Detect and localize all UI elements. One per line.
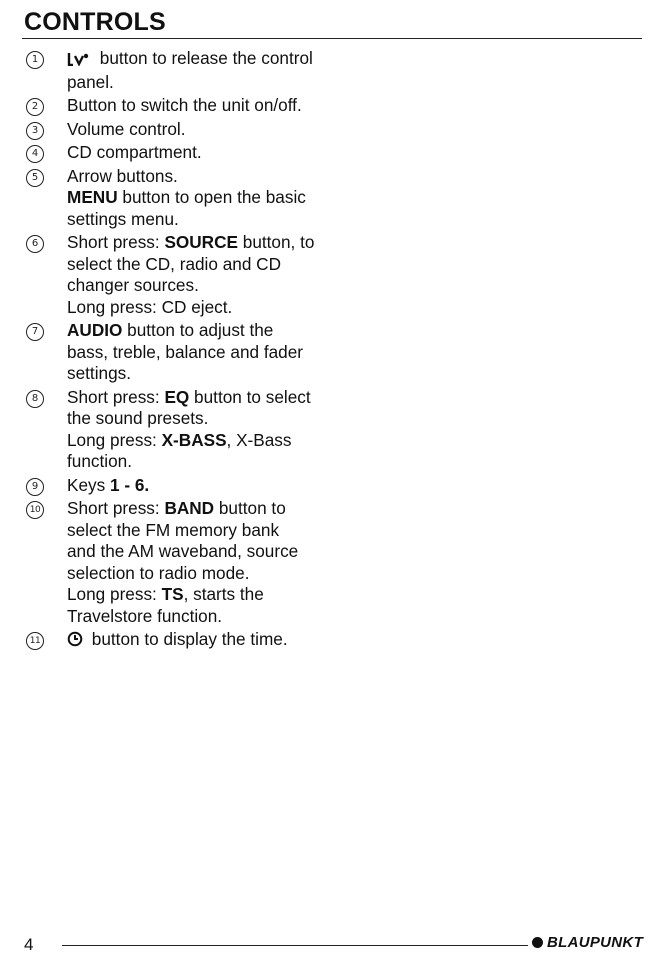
item-number-badge: 6 xyxy=(26,235,44,253)
list-item xyxy=(22,95,342,117)
bold-term: X-BASS xyxy=(161,429,227,450)
item-text-line xyxy=(67,408,342,430)
text-segment: , X-Bass xyxy=(226,429,292,450)
text-segment: CD compartment. xyxy=(67,142,202,162)
text-segment: button, to xyxy=(237,232,315,252)
text-segment: Arrow buttons. xyxy=(67,165,178,186)
list-item xyxy=(22,320,342,385)
bold-term: AUDIO xyxy=(67,320,123,340)
list-item xyxy=(22,498,342,627)
controls-list xyxy=(22,48,342,653)
item-number-badge: 2 xyxy=(26,98,44,116)
text-segment: function. xyxy=(67,451,132,471)
text-segment: button to xyxy=(214,498,286,518)
text-segment: and the AM waveband, source xyxy=(67,541,299,561)
page-title: CONTROLS xyxy=(24,8,166,36)
text-segment: Short press: xyxy=(67,232,165,252)
list-item xyxy=(22,142,342,164)
page-number: 4 xyxy=(24,935,34,954)
item-text-line xyxy=(67,232,342,254)
brand-logo xyxy=(532,934,643,951)
item-text-line xyxy=(67,541,342,563)
item-text-line xyxy=(67,48,342,72)
bold-term: BAND xyxy=(164,498,215,518)
text-segment: button to open the basic xyxy=(117,187,306,207)
item-number-badge: 10 xyxy=(26,501,44,519)
text-segment: selection to radio mode. xyxy=(67,562,250,583)
item-number-badge: 11 xyxy=(26,632,44,650)
item-number-badge: 8 xyxy=(26,390,44,408)
item-text-line xyxy=(67,475,342,497)
item-text-line xyxy=(67,187,342,209)
item-text-line xyxy=(67,209,342,231)
item-text-line xyxy=(67,119,342,141)
item-text-line xyxy=(67,254,342,276)
item-text-line xyxy=(67,342,342,364)
brand-dot-icon xyxy=(532,937,543,948)
bold-term: TS xyxy=(161,584,184,604)
text-segment: Long press: xyxy=(67,584,162,604)
text-segment: Short press: xyxy=(67,498,165,518)
text-segment: button to display the time. xyxy=(87,629,288,649)
item-text-line xyxy=(67,297,342,319)
list-item xyxy=(22,166,342,231)
item-text-line xyxy=(67,166,342,188)
item-text-line xyxy=(67,320,342,342)
text-segment: changer sources. xyxy=(67,275,199,295)
item-text-line xyxy=(67,142,342,164)
list-item xyxy=(22,48,342,93)
item-number-badge: 4 xyxy=(26,145,44,163)
text-segment: select the FM memory bank xyxy=(67,519,280,540)
bold-term: SOURCE xyxy=(164,232,238,252)
footer-divider xyxy=(62,945,528,946)
item-text-line xyxy=(67,363,342,385)
item-number-badge: 7 xyxy=(26,323,44,341)
item-number-badge: 3 xyxy=(26,122,44,140)
text-segment: Short press: xyxy=(67,386,165,407)
text-segment: Button to switch the unit on/off. xyxy=(67,95,302,115)
item-number-badge: 9 xyxy=(26,478,44,496)
list-item xyxy=(22,387,342,473)
text-segment: settings menu. xyxy=(67,208,179,229)
text-segment: button to select xyxy=(189,386,311,407)
item-text-line xyxy=(67,95,342,117)
brand-name: BLAUPUNKT xyxy=(547,934,644,951)
text-segment: Long press: xyxy=(67,429,162,450)
item-text-line xyxy=(67,430,342,452)
list-item xyxy=(22,119,342,141)
item-text-line xyxy=(67,563,342,585)
item-text-line xyxy=(67,606,342,628)
item-text-line xyxy=(67,584,342,606)
text-segment: the sound presets. xyxy=(67,408,209,428)
text-segment: Long press: CD eject. xyxy=(67,296,233,317)
item-text-line xyxy=(67,629,342,653)
item-text-line xyxy=(67,72,342,94)
text-segment: , starts the xyxy=(183,584,264,604)
list-item xyxy=(22,232,342,318)
clock-icon xyxy=(67,631,83,653)
text-segment: button to release the control xyxy=(95,48,313,68)
item-text-line xyxy=(67,275,342,297)
text-segment: Travelstore function. xyxy=(67,605,223,626)
text-segment: settings. xyxy=(67,363,132,383)
text-segment: select the CD, radio and CD xyxy=(67,253,281,274)
list-item xyxy=(22,629,342,653)
item-text-line xyxy=(67,520,342,542)
text-segment: Keys xyxy=(67,474,110,495)
release-panel-icon xyxy=(67,50,91,72)
list-item xyxy=(22,475,342,497)
text-segment: bass, treble, balance and fader xyxy=(67,341,304,362)
bold-term: EQ xyxy=(164,386,190,407)
text-segment: button to adjust the xyxy=(122,320,274,340)
item-text-line xyxy=(67,387,342,409)
bold-term: MENU xyxy=(67,187,118,207)
item-text-line xyxy=(67,498,342,520)
bold-term: 1 - 6. xyxy=(110,474,150,495)
item-text-line xyxy=(67,451,342,473)
item-number-badge: 5 xyxy=(26,169,44,187)
text-segment: panel. xyxy=(67,71,114,92)
text-segment: Volume control. xyxy=(67,118,186,139)
item-number-badge: 1 xyxy=(26,51,44,69)
title-divider xyxy=(22,38,642,39)
